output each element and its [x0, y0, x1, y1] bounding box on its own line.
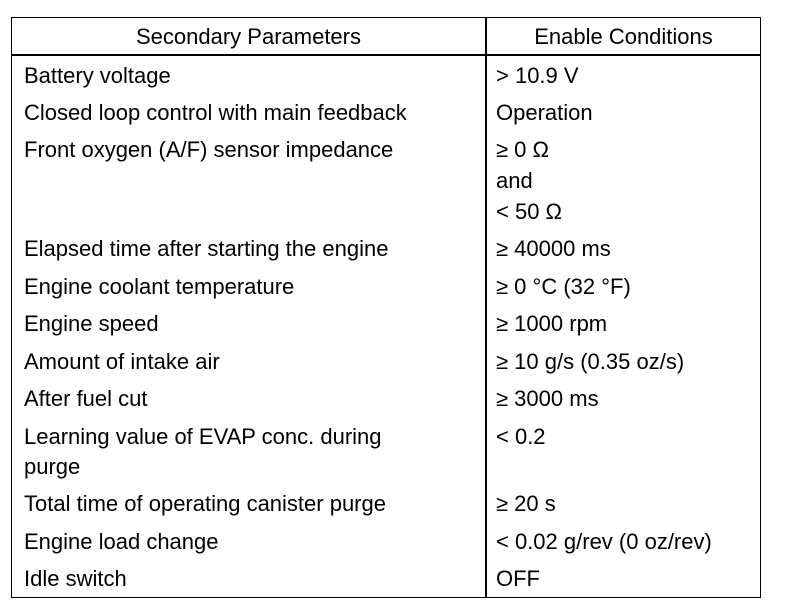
parameter-cell: Elapsed time after starting the engine [24, 236, 389, 261]
condition-cell: < 0.02 g/rev (0 oz/rev) [496, 529, 712, 554]
parameter-cell: Battery voltage [24, 63, 171, 88]
condition-cell: > 10.9 V [496, 63, 579, 88]
parameter-cell: Engine coolant temperature [24, 274, 295, 299]
header-divider [12, 54, 760, 56]
header-enable-conditions: Enable Conditions [534, 24, 713, 49]
condition-cell: ≥ 20 s [496, 491, 556, 516]
condition-cell: < 0.2 [496, 424, 546, 449]
condition-cell: ≥ 10 g/s (0.35 oz/s) [496, 349, 685, 374]
header-secondary-parameters: Secondary Parameters [136, 24, 361, 49]
parameter-cell: Engine speed [24, 311, 159, 336]
parameter-cell: Total time of operating canister purge [24, 491, 386, 516]
condition-cell: OFF [496, 566, 540, 591]
parameter-cell: Idle switch [24, 566, 127, 591]
parameter-cell: Amount of intake air [24, 349, 220, 374]
parameter-cell: Closed loop control with main feedback [24, 100, 407, 125]
condition-cell: ≥ 40000 ms [496, 236, 611, 261]
parameter-cell: After fuel cut [24, 386, 148, 411]
condition-cell: and [496, 168, 533, 193]
condition-cell: < 50 Ω [496, 199, 562, 224]
condition-cell: ≥ 3000 ms [496, 386, 599, 411]
parameter-cell: Front oxygen (A/F) sensor impedance [24, 137, 394, 162]
condition-cell: ≥ 0 °C (32 °F) [496, 274, 631, 299]
enable-conditions-table [11, 17, 761, 598]
parameter-cell: Engine load change [24, 529, 219, 554]
condition-cell: ≥ 0 Ω [496, 137, 549, 162]
parameter-cell: Learning value of EVAP conc. during [24, 424, 382, 449]
condition-cell: Operation [496, 100, 593, 125]
condition-cell: ≥ 1000 rpm [496, 311, 608, 336]
parameter-cell: purge [24, 454, 81, 479]
column-divider [485, 18, 487, 597]
